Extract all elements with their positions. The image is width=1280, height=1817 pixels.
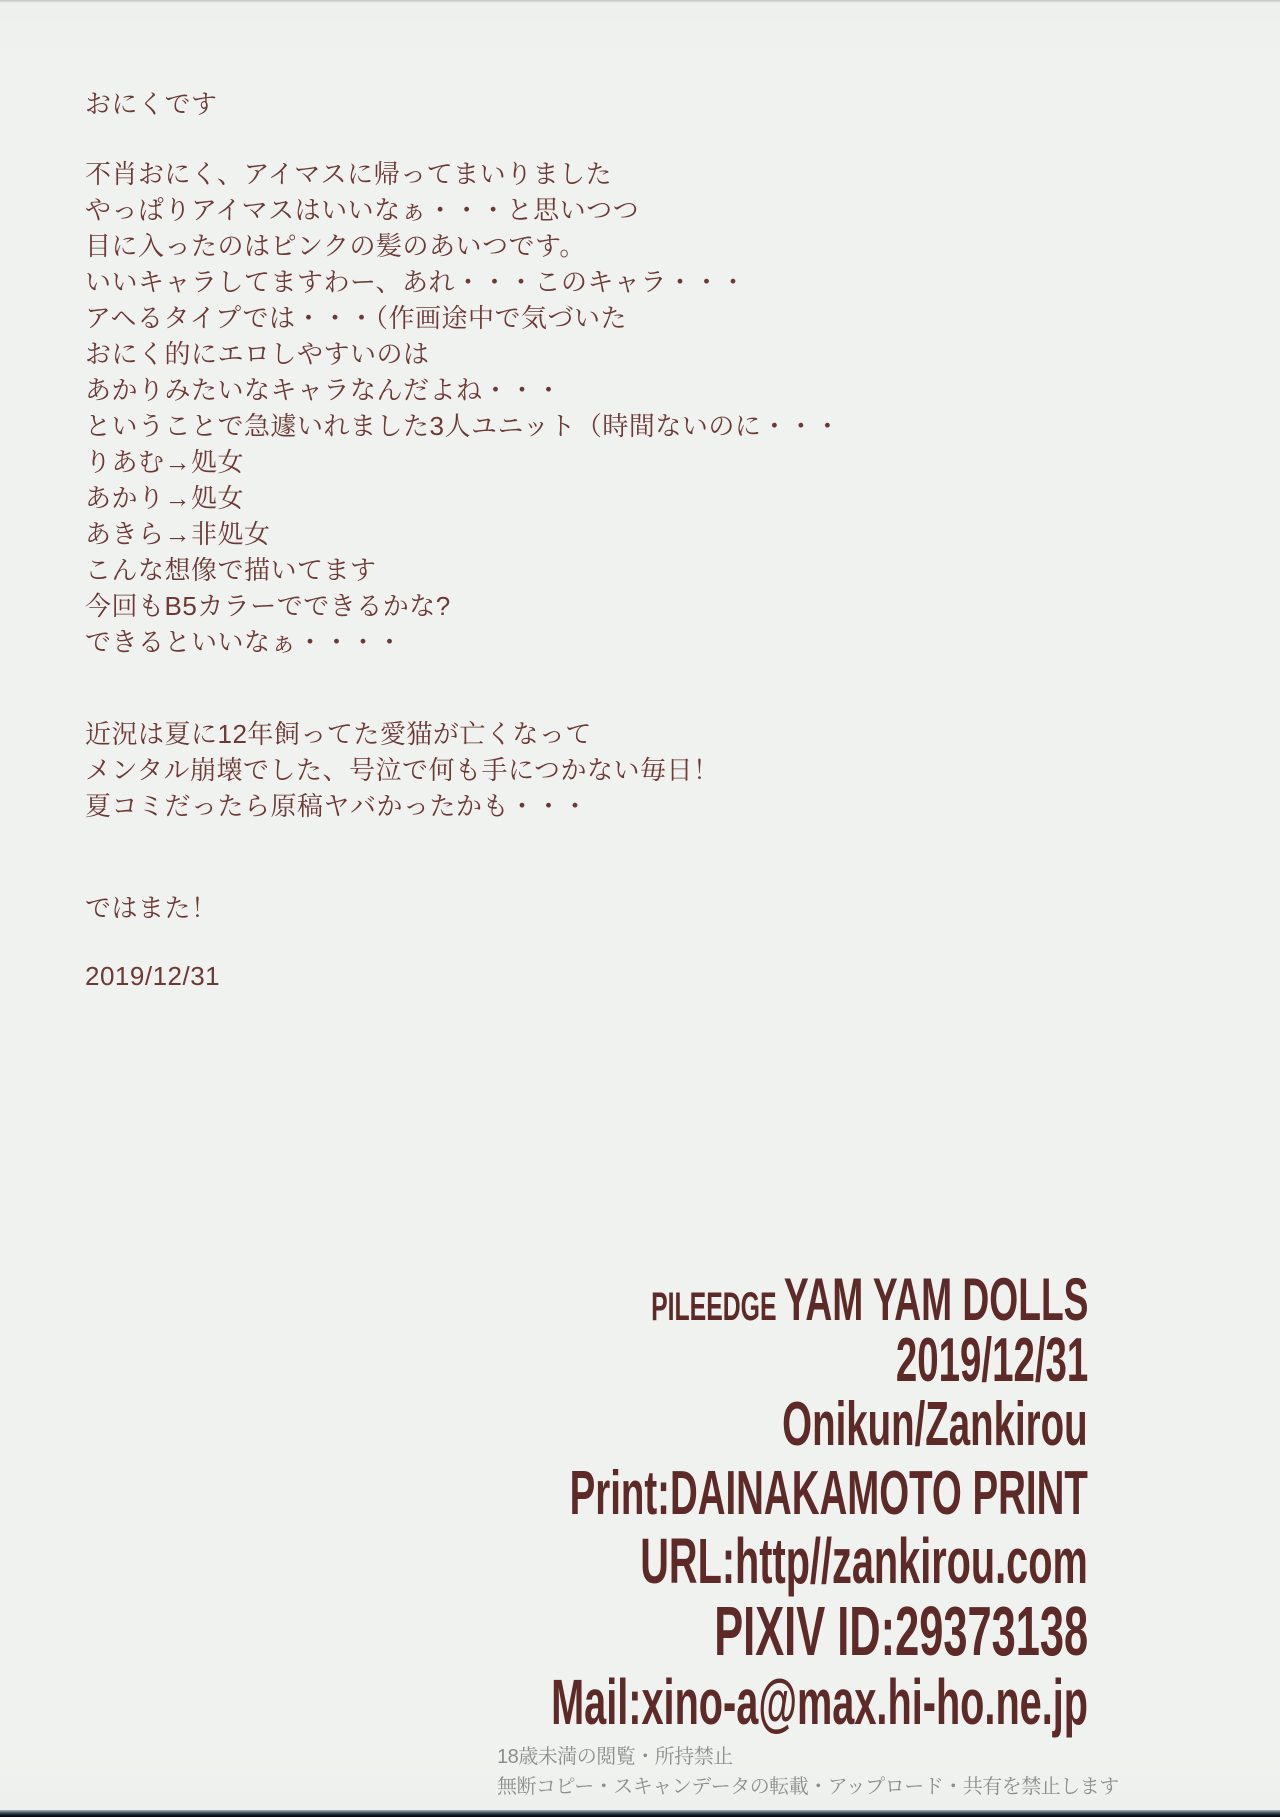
afterword-paragraph-main: [85, 156, 841, 660]
scan-artifact-bottom-edge: [0, 1810, 1280, 1817]
afterword-closing: ではまた！: [85, 893, 218, 923]
afterword-line: りあむ→処女: [85, 447, 245, 477]
colophon-mail: Mail:xino-a@max.hi-ho.ne.jp: [551, 1666, 1088, 1738]
afterword-date: 2019/12/31: [85, 961, 221, 991]
afterword-line: おにく的にエロしやすいのは: [85, 339, 430, 369]
colophon-author-line: [595, 1390, 1088, 1459]
colophon-title-line: [383, 1266, 1089, 1333]
afterword-line: あかりみたいなキャラなんだよね・・・: [85, 375, 563, 405]
colophon-circle-prefix: PILEEDGE: [650, 1285, 776, 1329]
afterword-line: ということで急遽いれました3人ユニット（時間ないのに・・・: [85, 411, 841, 441]
legal-age-restriction: 18歳未満の閲覧・所持禁止: [497, 1746, 733, 1768]
afterword-line: 不肖おにく、アイマスに帰ってまいりました: [85, 159, 613, 189]
colophon-printer: Print:DAINAKAMOTO PRINT: [569, 1459, 1088, 1528]
afterword-line: 今回もB5カラーでできるかな?: [85, 591, 451, 621]
afterword-line: いいキャラしてますわー、あれ・・・このキャラ・・・: [85, 267, 747, 297]
afterword-line: あかり→処女: [85, 483, 245, 513]
afterword-line: 夏コミだったら原稿ヤバかったかも・・・: [85, 791, 589, 821]
afterword-line: やっぱりアイマスはいいなぁ・・・と思いつつ: [85, 195, 640, 225]
afterword-line: メンタル崩壊でした、号泣で何も手につかない毎日！: [85, 755, 720, 785]
afterword-line: こんな想像で描いてます: [85, 555, 377, 585]
afterword-line: 近況は夏に12年飼ってた愛猫が亡くなって: [85, 719, 592, 749]
afterword-line: できるといいなぁ・・・・: [85, 627, 404, 657]
scan-artifact-top-edge: [0, 0, 1280, 3]
colophon-printer-line: [252, 1459, 1088, 1528]
colophon-author-circle: Onikun/Zankirou: [782, 1390, 1088, 1459]
colophon-pixiv-line: [485, 1592, 1088, 1670]
afterword-line: アヘるタイプでは・・・（作画途中で気づいた: [85, 303, 627, 333]
colophon-url: URL:http//zankirou.com: [640, 1525, 1088, 1597]
afterword-line: あきら→非処女: [85, 519, 271, 549]
colophon-pixiv-id: PIXIV ID:29373138: [714, 1592, 1088, 1670]
colophon-date-line: [778, 1326, 1088, 1395]
colophon-mail-line: [222, 1666, 1088, 1738]
colophon-url-line: [366, 1525, 1088, 1597]
afterword-greeting: おにくです: [85, 89, 218, 119]
colophon-date: 2019/12/31: [895, 1326, 1088, 1395]
afterword-line: 目に入ったのはピンクの髪のあいつです。: [85, 231, 586, 261]
colophon-title: YAM YAM DOLLS: [783, 1266, 1088, 1333]
legal-no-redistribution: 無断コピー・スキャンデータの転載・アップロード・共有を禁止します: [497, 1776, 1119, 1798]
afterword-paragraph-news: [85, 716, 719, 824]
